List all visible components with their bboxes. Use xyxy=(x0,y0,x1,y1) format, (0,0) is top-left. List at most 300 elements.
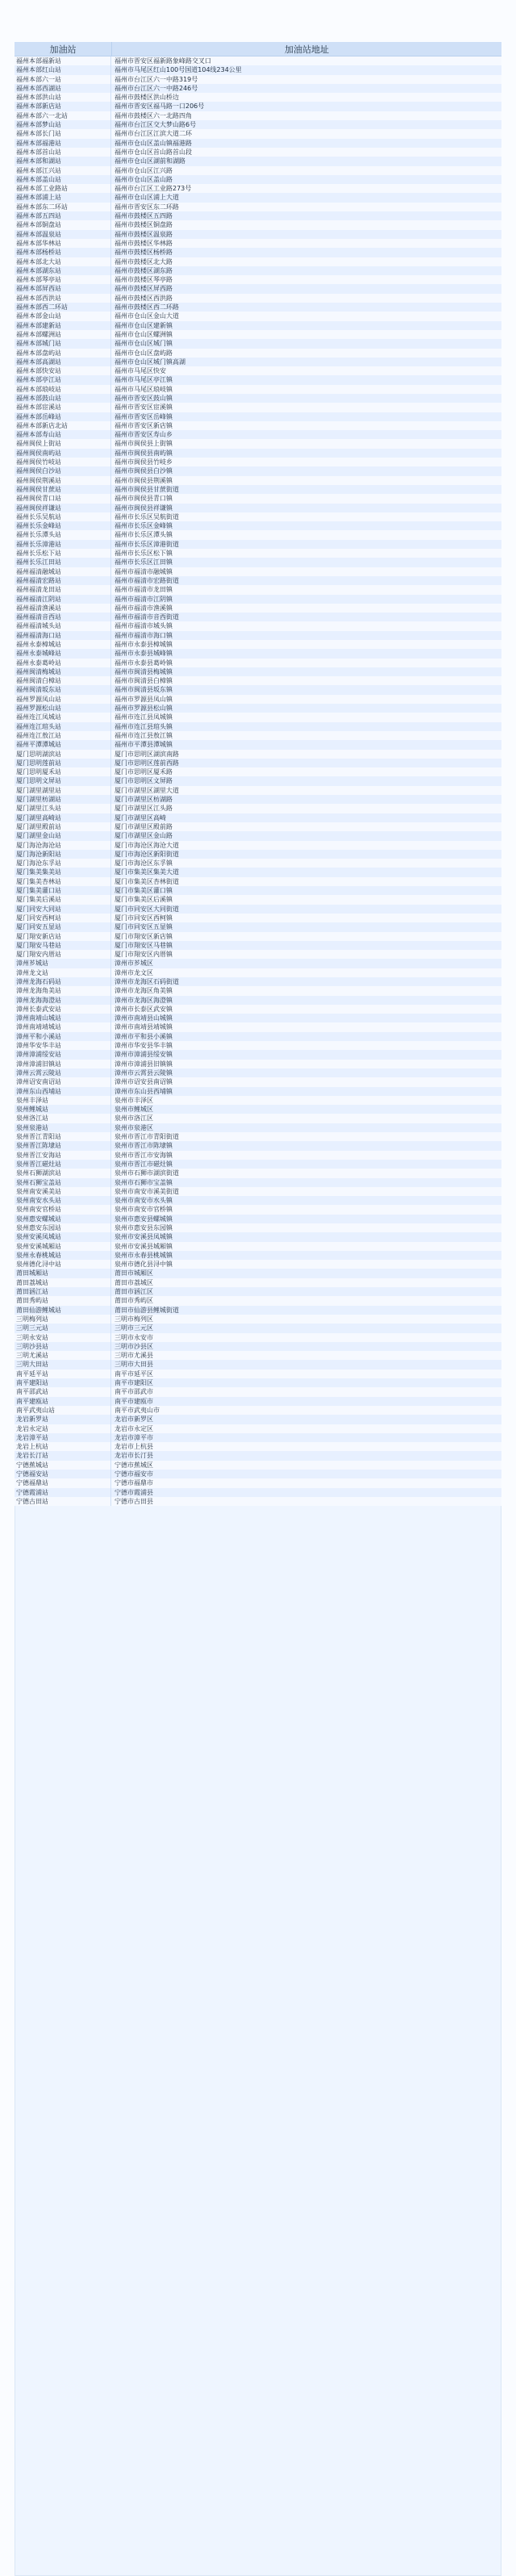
station-name: 厦门集美灌口站 xyxy=(15,886,111,895)
station-name: 南平建阳站 xyxy=(15,1378,111,1387)
table-row xyxy=(15,759,501,767)
table-row xyxy=(15,767,501,776)
station-address: 福州市福清市龙田镇 xyxy=(114,586,173,594)
table-row xyxy=(15,1260,501,1269)
station-address: 福州市闽侯县南屿镇 xyxy=(114,449,173,457)
table-row xyxy=(15,1497,501,1506)
station-address: 泉州市石狮市湖滨街道 xyxy=(114,1169,179,1177)
station-address: 福州市台江区江滨大道二环 xyxy=(114,130,192,138)
table-row xyxy=(15,166,501,175)
station-address: 龙岩市长汀县 xyxy=(114,1452,153,1460)
station-address: 福州市鼓楼区琴亭路 xyxy=(114,276,173,284)
station-address: 福州市马尾区琅岐镇 xyxy=(114,385,173,393)
station-address: 福州市鼓楼区洪山桥边 xyxy=(114,94,179,102)
table-row xyxy=(15,1087,501,1096)
station-address: 福州市鼓楼区杨桥路 xyxy=(114,249,173,257)
station-name: 福州本部琴亭站 xyxy=(15,275,111,284)
station-name: 福州本部杨桥站 xyxy=(15,248,111,257)
station-address: 漳州市南靖县山城镇 xyxy=(114,1014,173,1022)
station-name: 福州本部宦溪站 xyxy=(15,403,111,412)
table-row xyxy=(15,349,501,358)
table-row xyxy=(15,1351,501,1360)
station-name: 厦门湖里金山站 xyxy=(15,831,111,840)
station-address: 南平市建阳区 xyxy=(114,1379,153,1387)
station-name: 福州本部红山站 xyxy=(15,65,111,74)
station-name: 厦门同安五显站 xyxy=(15,922,111,931)
table-row xyxy=(15,886,501,895)
station-name: 福州本部屏西站 xyxy=(15,284,111,293)
station-address: 福州市晋安区宦溪镇 xyxy=(114,404,173,412)
station-address: 福州市闽侯县甘蔗街道 xyxy=(114,485,179,493)
station-name: 厦门思明湖滨站 xyxy=(15,750,111,759)
station-address: 福州市鼓楼区温泉路 xyxy=(114,230,173,238)
station-address: 漳州市长泰区武安镇 xyxy=(114,1005,173,1013)
station-name: 漳州龙海角美站 xyxy=(15,986,111,995)
table-row xyxy=(15,485,501,494)
station-address: 福州市晋安区新店镇 xyxy=(114,421,173,429)
station-address: 福州市晋安区东二环路 xyxy=(114,203,179,211)
station-address: 福州市永泰县城峰镇 xyxy=(114,650,173,658)
station-name: 福州本部金山站 xyxy=(15,312,111,320)
station-name: 福州福清海口站 xyxy=(15,631,111,640)
table-row xyxy=(15,1251,501,1260)
station-address: 厦门市集美区灌口镇 xyxy=(114,887,173,895)
table-row xyxy=(15,321,501,330)
station-name: 福州本部五四站 xyxy=(15,211,111,220)
station-name: 泉州惠安东园站 xyxy=(15,1223,111,1232)
station-name: 福州本部岳峰站 xyxy=(15,412,111,421)
station-address: 泉州市南安市水头镇 xyxy=(114,1197,173,1205)
station-address: 福州市闽侯县青口镇 xyxy=(114,495,173,503)
table-row xyxy=(15,239,501,248)
station-address: 宁德市福鼎市 xyxy=(114,1479,153,1487)
station-name: 福州本部高湖站 xyxy=(15,358,111,366)
table-row xyxy=(15,394,501,403)
table-row xyxy=(15,1114,501,1123)
table-row xyxy=(15,211,501,220)
station-address: 福州市闽侯县白沙镇 xyxy=(114,467,173,475)
station-name: 漳州龙海石码站 xyxy=(15,977,111,986)
station-address: 福州市福清市江阴镇 xyxy=(114,595,173,603)
station-address: 福州市福清市宏路街道 xyxy=(114,576,179,584)
station-address: 福州市鼓楼区西二环路 xyxy=(114,303,179,312)
station-address: 漳州市漳浦县旧镇镇 xyxy=(114,1060,173,1068)
station-address: 厦门市海沧区新阳街道 xyxy=(114,850,179,858)
station-address: 福州市平潭县潭城镇 xyxy=(114,741,173,749)
station-address: 三明市尤溪县 xyxy=(114,1352,153,1360)
station-name: 厦门思明文屏站 xyxy=(15,776,111,785)
station-name: 莆田仙游鲤城站 xyxy=(15,1306,111,1315)
station-name: 福州闽清白樟站 xyxy=(15,676,111,685)
station-name: 福州福清龙田站 xyxy=(15,585,111,594)
table-row xyxy=(15,731,501,740)
table-row xyxy=(15,850,501,859)
station-name: 福州本部北大站 xyxy=(15,257,111,266)
station-address: 厦门市集美区后溪镇 xyxy=(114,896,173,904)
station-address: 漳州市龙海区角美镇 xyxy=(114,987,173,995)
table-row xyxy=(15,813,501,822)
table-row xyxy=(15,1370,501,1378)
station-name: 福州本部首山站 xyxy=(15,148,111,157)
station-name: 漳州南靖山城站 xyxy=(15,1014,111,1022)
station-name: 福州福清城头站 xyxy=(15,621,111,630)
station-name: 泉州鲤城站 xyxy=(15,1105,111,1114)
station-name: 福州永泰樟城站 xyxy=(15,640,111,649)
station-name: 福州本部螺洲站 xyxy=(15,330,111,339)
station-address: 泉州市南安市官桥镇 xyxy=(114,1206,173,1214)
table-row xyxy=(15,1005,501,1014)
table-row xyxy=(15,1151,501,1160)
station-address: 厦门市同安区西柯镇 xyxy=(114,914,173,922)
station-address: 龙岩市新罗区 xyxy=(114,1416,153,1424)
station-name: 福州本部寿山站 xyxy=(15,430,111,439)
table-row xyxy=(15,1187,501,1196)
station-name: 泉州南安官桥站 xyxy=(15,1205,111,1214)
table-row xyxy=(15,284,501,293)
station-name: 泉州南安溪美站 xyxy=(15,1187,111,1196)
station-address: 厦门市海沧区海沧大道 xyxy=(114,841,179,849)
table-row xyxy=(15,84,501,93)
table-row xyxy=(15,613,501,621)
station-name: 龙岩永定站 xyxy=(15,1424,111,1433)
station-name: 厦门集美集美站 xyxy=(15,868,111,876)
table-row xyxy=(15,439,501,448)
station-name: 福州本部琅岐站 xyxy=(15,385,111,394)
station-name: 泉州晋江陈埭站 xyxy=(15,1141,111,1150)
table-row xyxy=(15,1123,501,1132)
station-name: 泉州晋江安海站 xyxy=(15,1151,111,1160)
table-row xyxy=(15,841,501,850)
station-name: 福州本部建新站 xyxy=(15,321,111,330)
station-name: 福州本部盖山站 xyxy=(15,175,111,184)
station-address: 宁德市福安市 xyxy=(114,1470,153,1478)
station-address: 福州市仓山区金山大道 xyxy=(114,312,179,320)
station-name: 福州闽侯荆溪站 xyxy=(15,476,111,485)
station-name: 三明三元站 xyxy=(15,1324,111,1332)
table-row xyxy=(15,1022,501,1031)
table-row xyxy=(15,1141,501,1150)
table-row xyxy=(15,1060,501,1068)
table-row xyxy=(15,786,501,795)
station-name: 漳州云霄云陵站 xyxy=(15,1068,111,1077)
station-address: 三明市沙县区 xyxy=(114,1342,153,1350)
station-address: 泉州市惠安县螺城镇 xyxy=(114,1215,173,1223)
station-name: 福州本部新店北站 xyxy=(15,421,111,430)
station-address: 漳州市诏安县南诏镇 xyxy=(114,1078,173,1086)
table-row xyxy=(15,804,501,813)
station-name: 漳州长泰武安站 xyxy=(15,1005,111,1014)
table-row xyxy=(15,412,501,421)
table-row xyxy=(15,193,501,202)
station-name: 福州闽清坂东站 xyxy=(15,685,111,694)
station-name: 福州本部华林站 xyxy=(15,239,111,248)
station-address: 福州市马尾区快安 xyxy=(114,367,166,375)
station-address: 福州市马尾区红山100号国道104线234公里 xyxy=(114,66,242,74)
table-row xyxy=(15,504,501,512)
station-name: 泉州永春桃城站 xyxy=(15,1251,111,1260)
table-row xyxy=(15,895,501,904)
station-address: 莆田市仙游县鲤城街道 xyxy=(114,1306,179,1314)
station-name: 厦门同安西柯站 xyxy=(15,914,111,922)
station-address: 厦门市翔安区内厝镇 xyxy=(114,951,173,959)
station-name: 福州福清渔溪站 xyxy=(15,604,111,613)
station-name: 福州长乐潭头站 xyxy=(15,530,111,539)
station-address: 厦门市湖里区江头路 xyxy=(114,805,173,813)
station-address: 福州市闽侯县祥谦镇 xyxy=(114,504,173,512)
table-row xyxy=(15,540,501,549)
station-address: 福州市晋安区岳峰镇 xyxy=(114,412,173,420)
station-address: 福州市闽侯县竹岐乡 xyxy=(114,458,173,466)
table-row xyxy=(15,1223,501,1232)
station-address: 漳州市漳浦县绥安镇 xyxy=(114,1051,173,1059)
station-name: 福州福清融城站 xyxy=(15,567,111,576)
station-address: 福州市长乐区潭头镇 xyxy=(114,531,173,539)
table-row xyxy=(15,667,501,676)
table-row xyxy=(15,1397,501,1406)
station-address: 福州市仓山区浦上大道 xyxy=(114,194,179,202)
table-row xyxy=(15,986,501,995)
station-address: 福州市晋安区鼓山镇 xyxy=(114,394,173,402)
table-row xyxy=(15,248,501,257)
station-name: 漳州平和小溪站 xyxy=(15,1032,111,1041)
station-address: 厦门市湖里区枋湖路 xyxy=(114,796,173,804)
table-row xyxy=(15,1470,501,1478)
station-address: 福州市仓山区城门镇 xyxy=(114,340,173,348)
station-name: 福州连江敖江站 xyxy=(15,731,111,740)
table-row xyxy=(15,558,501,567)
table-row xyxy=(15,959,501,968)
table-row xyxy=(15,266,501,275)
station-name: 福州闽侯南屿站 xyxy=(15,449,111,458)
table-row xyxy=(15,65,501,74)
table-row xyxy=(15,175,501,184)
station-name: 三明永安站 xyxy=(15,1333,111,1342)
station-address: 泉州市洛江区 xyxy=(114,1114,153,1123)
station-address: 厦门市同安区五显镇 xyxy=(114,923,173,931)
table-row xyxy=(15,56,501,65)
station-address: 福州市仓山区盖山镇福港路 xyxy=(114,139,192,147)
station-name: 厦门海沧东孚站 xyxy=(15,859,111,868)
station-name: 福州福清江阴站 xyxy=(15,595,111,604)
station-address: 南平市武夷山市 xyxy=(114,1406,160,1414)
table-row xyxy=(15,1315,501,1324)
table-row xyxy=(15,859,501,868)
station-address: 福州市仓山区江兴路 xyxy=(114,166,173,174)
station-address: 厦门市思明区莲前西路 xyxy=(114,759,179,767)
station-address: 厦门市同安区大同街道 xyxy=(114,905,179,913)
table-row xyxy=(15,530,501,539)
station-address: 福州市长乐区漳港街道 xyxy=(114,540,179,548)
station-address: 泉州市安溪县凤城镇 xyxy=(114,1233,173,1241)
station-name: 漳州漳浦旧镇站 xyxy=(15,1060,111,1068)
station-name: 莆田荔城站 xyxy=(15,1278,111,1287)
station-name: 福州长乐吴航站 xyxy=(15,512,111,521)
station-name: 厦门思明厦禾站 xyxy=(15,767,111,776)
station-address: 福州市台江区交大梦山路6号 xyxy=(114,121,197,129)
table-row xyxy=(15,695,501,704)
station-address: 福州市台江区六一中路319号 xyxy=(114,75,198,83)
table-row xyxy=(15,631,501,640)
table-row xyxy=(15,294,501,303)
station-name: 福州长乐金峰站 xyxy=(15,521,111,530)
table-row xyxy=(15,549,501,558)
station-address: 泉州市晋江市安海镇 xyxy=(114,1151,173,1159)
table-row xyxy=(15,1160,501,1169)
station-name: 厦门同安大同站 xyxy=(15,905,111,914)
station-name: 厦门翔安新店站 xyxy=(15,932,111,941)
station-name: 泉州洛江站 xyxy=(15,1114,111,1123)
table-row xyxy=(15,220,501,229)
station-address: 漳州市龙海区海澄镇 xyxy=(114,996,173,1004)
station-name: 莆田涵江站 xyxy=(15,1287,111,1296)
station-address: 南平市建瓯市 xyxy=(114,1397,153,1405)
station-address: 福州市鼓楼区华林路 xyxy=(114,239,173,247)
table-row xyxy=(15,1378,501,1387)
station-address: 漳州市龙文区 xyxy=(114,968,153,976)
station-address: 福州市福清市渔溪镇 xyxy=(114,604,173,612)
table-row xyxy=(15,375,501,384)
station-name: 福州连江琯头站 xyxy=(15,722,111,731)
table-row xyxy=(15,932,501,941)
station-name: 厦门思明莲前站 xyxy=(15,759,111,767)
station-address: 莆田市荔城区 xyxy=(114,1278,153,1286)
table-row xyxy=(15,1196,501,1205)
header-station: 加油站 xyxy=(15,42,112,56)
table-row xyxy=(15,1132,501,1141)
table-row xyxy=(15,776,501,785)
table-row xyxy=(15,1096,501,1105)
station-address: 福州市闽侯县上街镇 xyxy=(114,440,173,448)
station-name: 厦门海沧新阳站 xyxy=(15,850,111,859)
table-row xyxy=(15,466,501,475)
station-address: 福州市长乐区吴航街道 xyxy=(114,512,179,521)
station-name: 福州本部浦上站 xyxy=(15,193,111,202)
table-row xyxy=(15,604,501,613)
station-name: 福州福清音西站 xyxy=(15,613,111,621)
station-address: 泉州市晋江市陈埭镇 xyxy=(114,1142,173,1150)
table-row xyxy=(15,685,501,694)
station-name: 南平延平站 xyxy=(15,1370,111,1378)
table-row xyxy=(15,905,501,914)
table-row xyxy=(15,914,501,922)
station-address: 福州市仓山区首山路首山段 xyxy=(114,148,192,156)
station-address: 泉州市丰泽区 xyxy=(114,1096,153,1104)
table-row xyxy=(15,1488,501,1497)
station-address: 福州市鼓楼区六一北路四角 xyxy=(114,111,192,119)
station-address: 福州市台江区工业路273号 xyxy=(114,185,192,193)
station-address: 厦门市湖里区高崎 xyxy=(114,813,166,822)
table-row xyxy=(15,1478,501,1487)
table-row xyxy=(15,1032,501,1041)
station-name: 漳州华安华丰站 xyxy=(15,1041,111,1050)
station-address: 三明市永安市 xyxy=(114,1333,153,1341)
table-row xyxy=(15,120,501,129)
station-name: 南平武夷山站 xyxy=(15,1406,111,1415)
station-address: 福州市闽清县梅城镇 xyxy=(114,667,173,675)
table-row xyxy=(15,385,501,394)
table-row xyxy=(15,75,501,84)
station-name: 福州闽侯青口站 xyxy=(15,494,111,503)
station-address: 漳州市南靖县靖城镇 xyxy=(114,1023,173,1031)
table-row xyxy=(15,649,501,658)
table-row xyxy=(15,358,501,366)
table-row xyxy=(15,1169,501,1177)
station-address: 龙岩市永定区 xyxy=(114,1424,153,1432)
station-address: 福州市福清市城头镇 xyxy=(114,622,173,630)
table-row xyxy=(15,148,501,157)
station-address: 福州市长乐区松下镇 xyxy=(114,550,173,558)
station-address: 厦门市思明区厦禾路 xyxy=(114,768,173,776)
station-name: 泉州安溪城厢站 xyxy=(15,1242,111,1251)
table-row xyxy=(15,1324,501,1332)
table-row xyxy=(15,1342,501,1351)
table-row xyxy=(15,676,501,685)
table-row xyxy=(15,1050,501,1059)
table-row xyxy=(15,275,501,284)
table-row xyxy=(15,449,501,458)
station-address: 福州市鼓楼区湖东路 xyxy=(114,266,173,274)
table-row xyxy=(15,640,501,649)
station-address: 福州市鼓楼区北大路 xyxy=(114,257,173,266)
table-row xyxy=(15,1306,501,1315)
table-row xyxy=(15,750,501,759)
table-row xyxy=(15,659,501,667)
station-name: 福州本部东二环站 xyxy=(15,203,111,211)
station-name: 宁德福安站 xyxy=(15,1470,111,1478)
table-row xyxy=(15,458,501,466)
station-address: 福州市长乐区江田镇 xyxy=(114,558,173,567)
station-name: 漳州龙文站 xyxy=(15,968,111,977)
table-row xyxy=(15,184,501,193)
table-row xyxy=(15,330,501,339)
station-address: 福州市连江县凤城镇 xyxy=(114,713,173,721)
station-address: 漳州市云霄县云陵镇 xyxy=(114,1068,173,1077)
station-address: 泉州市鲤城区 xyxy=(114,1106,153,1114)
table-row xyxy=(15,111,501,120)
station-name: 福州永泰葛岭站 xyxy=(15,659,111,667)
station-address: 莆田市城厢区 xyxy=(114,1269,153,1278)
station-address: 福州市仓山区盘屿路 xyxy=(114,349,173,357)
table-row xyxy=(15,831,501,840)
station-address: 泉州市泉港区 xyxy=(114,1123,153,1131)
station-name: 龙岩上杭站 xyxy=(15,1442,111,1451)
table-row xyxy=(15,366,501,375)
station-address: 厦门市翔安区马巷镇 xyxy=(114,941,173,949)
station-name: 福州长乐松下站 xyxy=(15,549,111,558)
station-name: 厦门湖里湖里站 xyxy=(15,786,111,795)
station-name: 厦门集美杏林站 xyxy=(15,877,111,886)
table-row xyxy=(15,1269,501,1278)
station-address: 福州市罗源县凤山镇 xyxy=(114,695,173,703)
station-address: 南平市延平区 xyxy=(114,1370,153,1378)
station-name: 龙岩长汀站 xyxy=(15,1451,111,1460)
station-name: 福州本部福新站 xyxy=(15,56,111,65)
station-name: 莆田秀屿站 xyxy=(15,1296,111,1305)
station-name: 三明沙县站 xyxy=(15,1342,111,1351)
table-row xyxy=(15,93,501,102)
station-name: 南平建瓯站 xyxy=(15,1397,111,1406)
station-name: 福州本部江兴站 xyxy=(15,166,111,175)
station-address: 福州市永泰县葛岭镇 xyxy=(114,659,173,667)
table-row xyxy=(15,403,501,412)
station-name: 三明尤溪站 xyxy=(15,1351,111,1360)
station-address: 福州市仓山区建新镇 xyxy=(114,321,173,329)
station-name: 泉州晋江磁灶站 xyxy=(15,1160,111,1169)
station-name: 福州长乐江田站 xyxy=(15,558,111,567)
station-name: 漳州芗城站 xyxy=(15,959,111,968)
station-name: 福州本部温泉站 xyxy=(15,230,111,239)
station-address: 莆田市涵江区 xyxy=(114,1288,153,1296)
